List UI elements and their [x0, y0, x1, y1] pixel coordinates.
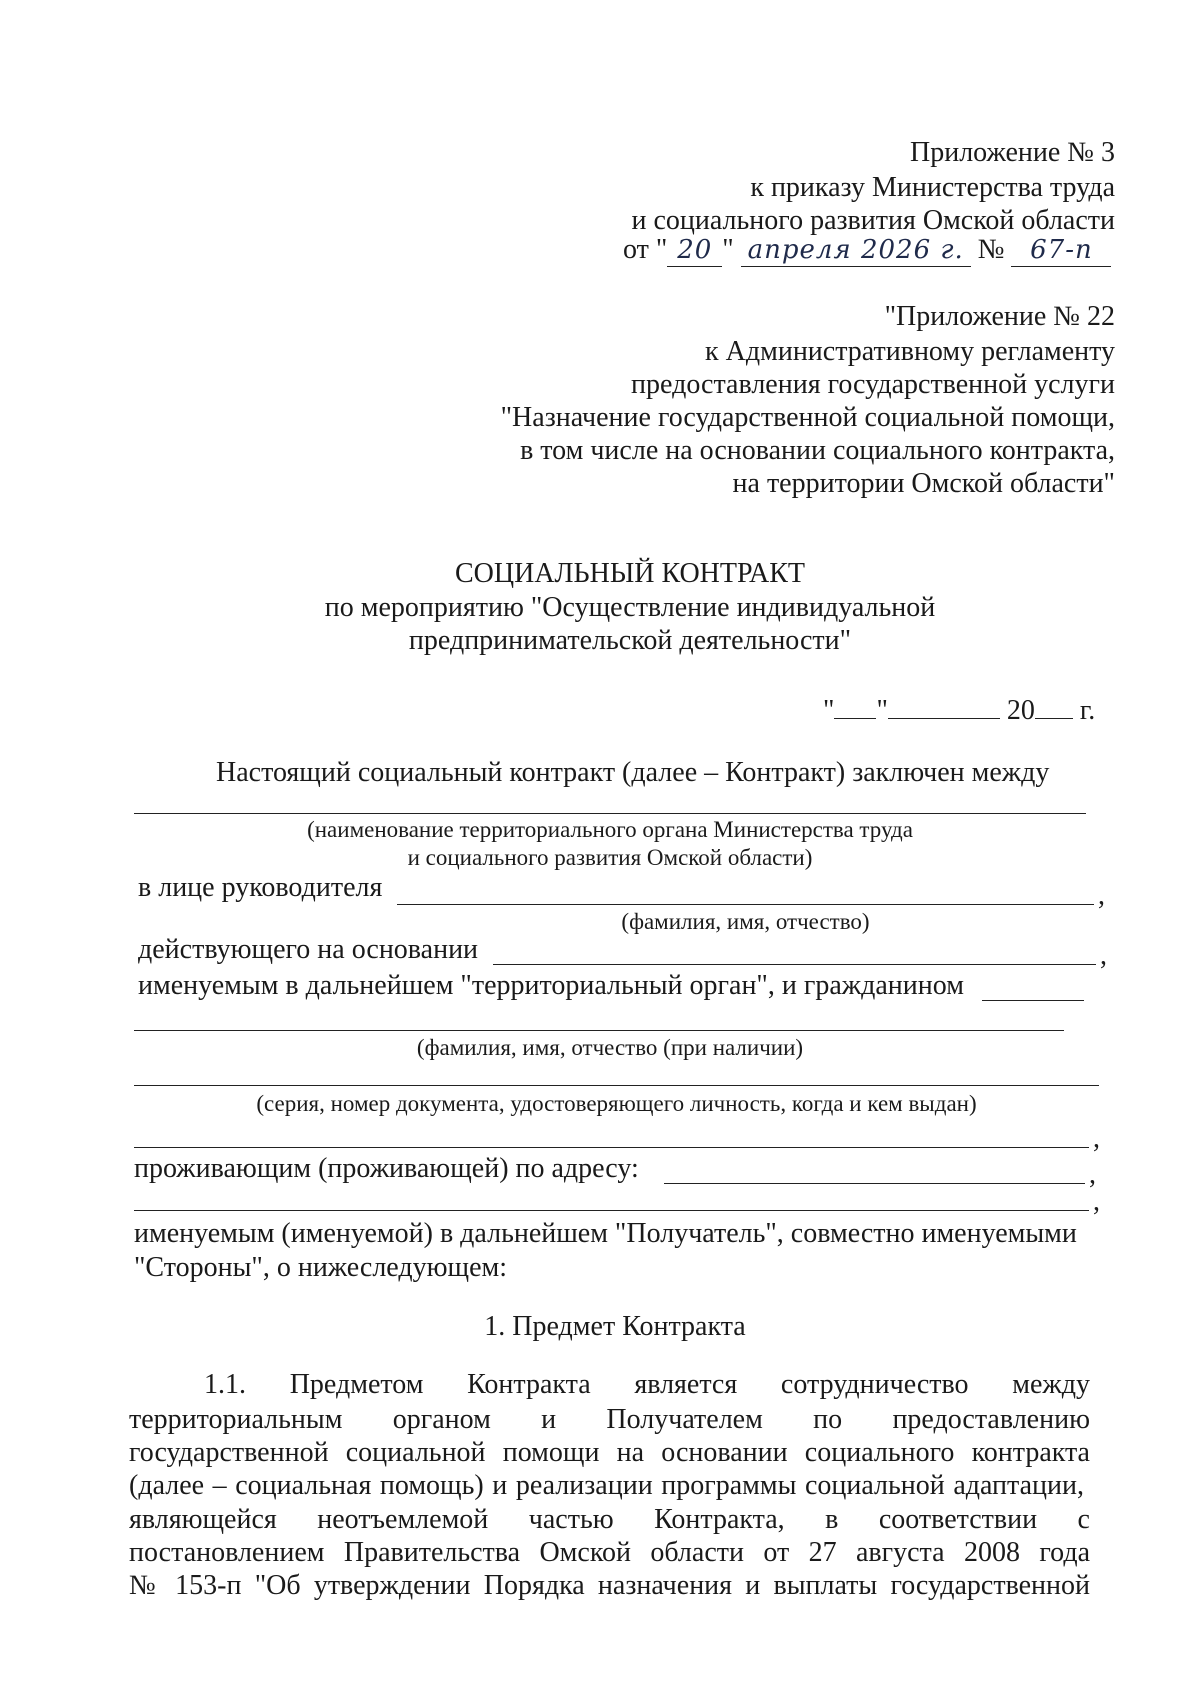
section-1-para-line-5: являющейся неотъемлемой частью Контракта, в соответствии с — [129, 1504, 1090, 1535]
section-1-heading: 1. Предмет Контракта — [484, 1311, 746, 1342]
comma: , — [1098, 880, 1105, 911]
org-name-blank — [134, 813, 1086, 814]
date-quote: " — [722, 234, 734, 265]
named-recipient-line: именуемым (именуемой) в дальнейшем "Получатель", совместно именуемыми — [134, 1218, 1077, 1249]
intro-text: Настоящий социальный контракт (далее – Контракт) заключен между — [216, 757, 1050, 788]
document-blank-2 — [134, 1147, 1089, 1148]
year-suffix: г. — [1079, 695, 1096, 726]
section-1-para-line-1: 1.1. Предметом Контракта является сотрудничество между — [204, 1369, 1090, 1400]
service-name-line-3: на территории Омской области" — [732, 468, 1115, 499]
section-1-para-line-7: № 153-п "Об утверждении Порядка назначения и выплаты государственной — [129, 1570, 1090, 1601]
acting-basis-label: действующего на основании — [138, 934, 479, 965]
comma: , — [1100, 940, 1107, 971]
service-name-line-1: "Назначение государственной социальной помощи, — [500, 402, 1115, 433]
citizen-name-blank-1 — [982, 1000, 1084, 1001]
address-blank — [664, 1183, 1085, 1184]
comma: , — [1093, 1186, 1100, 1217]
section-1-para-line-4: (далее – социальная помощь) и реализации программы социальной адаптации, — [129, 1470, 1084, 1501]
head-name-blank — [397, 904, 1094, 905]
section-1-para-line-6: постановлением Правительства Омской области от 27 августа 2008 года — [129, 1537, 1090, 1568]
hint-fio-optional: (фамилия, имя, отчество (при наличии) — [416, 1035, 804, 1060]
state-service-line: предоставления государственной услуги — [631, 369, 1115, 400]
date-quote-open: " — [823, 695, 835, 726]
contract-subtitle-2: предпринимательской деятельности" — [408, 625, 852, 656]
contract-subtitle-1: по мероприятию "Осуществление индивидуальной — [324, 592, 936, 623]
residing-label: проживающим (проживающей) по адресу: — [134, 1153, 639, 1184]
appendix-22-line: "Приложение № 22 — [884, 301, 1115, 332]
appendix-3-line: Приложение № 3 — [910, 137, 1115, 168]
date-quote-close: " — [876, 695, 888, 726]
hint-fio: (фамилия, имя, отчество) — [621, 909, 870, 934]
handwritten-day: 20 — [667, 234, 722, 267]
handwritten-order-number: 67-п — [1011, 234, 1111, 267]
order-date-line — [623, 234, 1111, 267]
hint-org-name-2: и социального развития Омской области) — [407, 845, 813, 870]
service-name-line-2: в том числе на основании социального контракта, — [520, 435, 1115, 466]
comma: , — [1093, 1123, 1100, 1154]
date-prefix: от " — [623, 234, 668, 265]
month-blank — [888, 718, 1000, 719]
section-1-para-line-3: государственной социальной помощи на основании социального контракта — [129, 1437, 1090, 1468]
in-person-label: в лице руководителя — [138, 872, 383, 903]
citizen-name-blank-2 — [134, 1030, 1064, 1031]
ministry-line: и социального развития Омской области — [631, 205, 1115, 236]
year-prefix: 20 — [1006, 695, 1035, 726]
year-blank — [1035, 718, 1073, 719]
document-blank — [134, 1085, 1099, 1086]
contract-title: СОЦИАЛЬНЫЙ КОНТРАКТ — [455, 558, 805, 589]
address-blank-2 — [134, 1210, 1089, 1211]
hint-org-name-1: (наименование территориального органа Министерства труда — [307, 817, 913, 842]
number-sign: № — [977, 234, 1005, 265]
admin-regulation-line: к Административному регламенту — [705, 336, 1115, 367]
comma: , — [1089, 1159, 1096, 1190]
contract-date-line — [823, 695, 1095, 727]
basis-blank — [493, 964, 1096, 965]
handwritten-month-year: апреля 2026 г. — [741, 234, 971, 267]
day-blank — [834, 718, 876, 719]
named-territorial-label: именуемым в дальнейшем "территориальный орган", и гражданином — [138, 970, 964, 1001]
section-1-para-line-2: территориальным органом и Получателем по предоставлению — [129, 1404, 1090, 1435]
hint-document: (серия, номер документа, удостоверяющего личность, когда и кем выдан) — [256, 1091, 977, 1116]
parties-line: "Стороны", о нижеследующем: — [134, 1252, 508, 1283]
order-ref-line: к приказу Министерства труда — [750, 172, 1115, 203]
